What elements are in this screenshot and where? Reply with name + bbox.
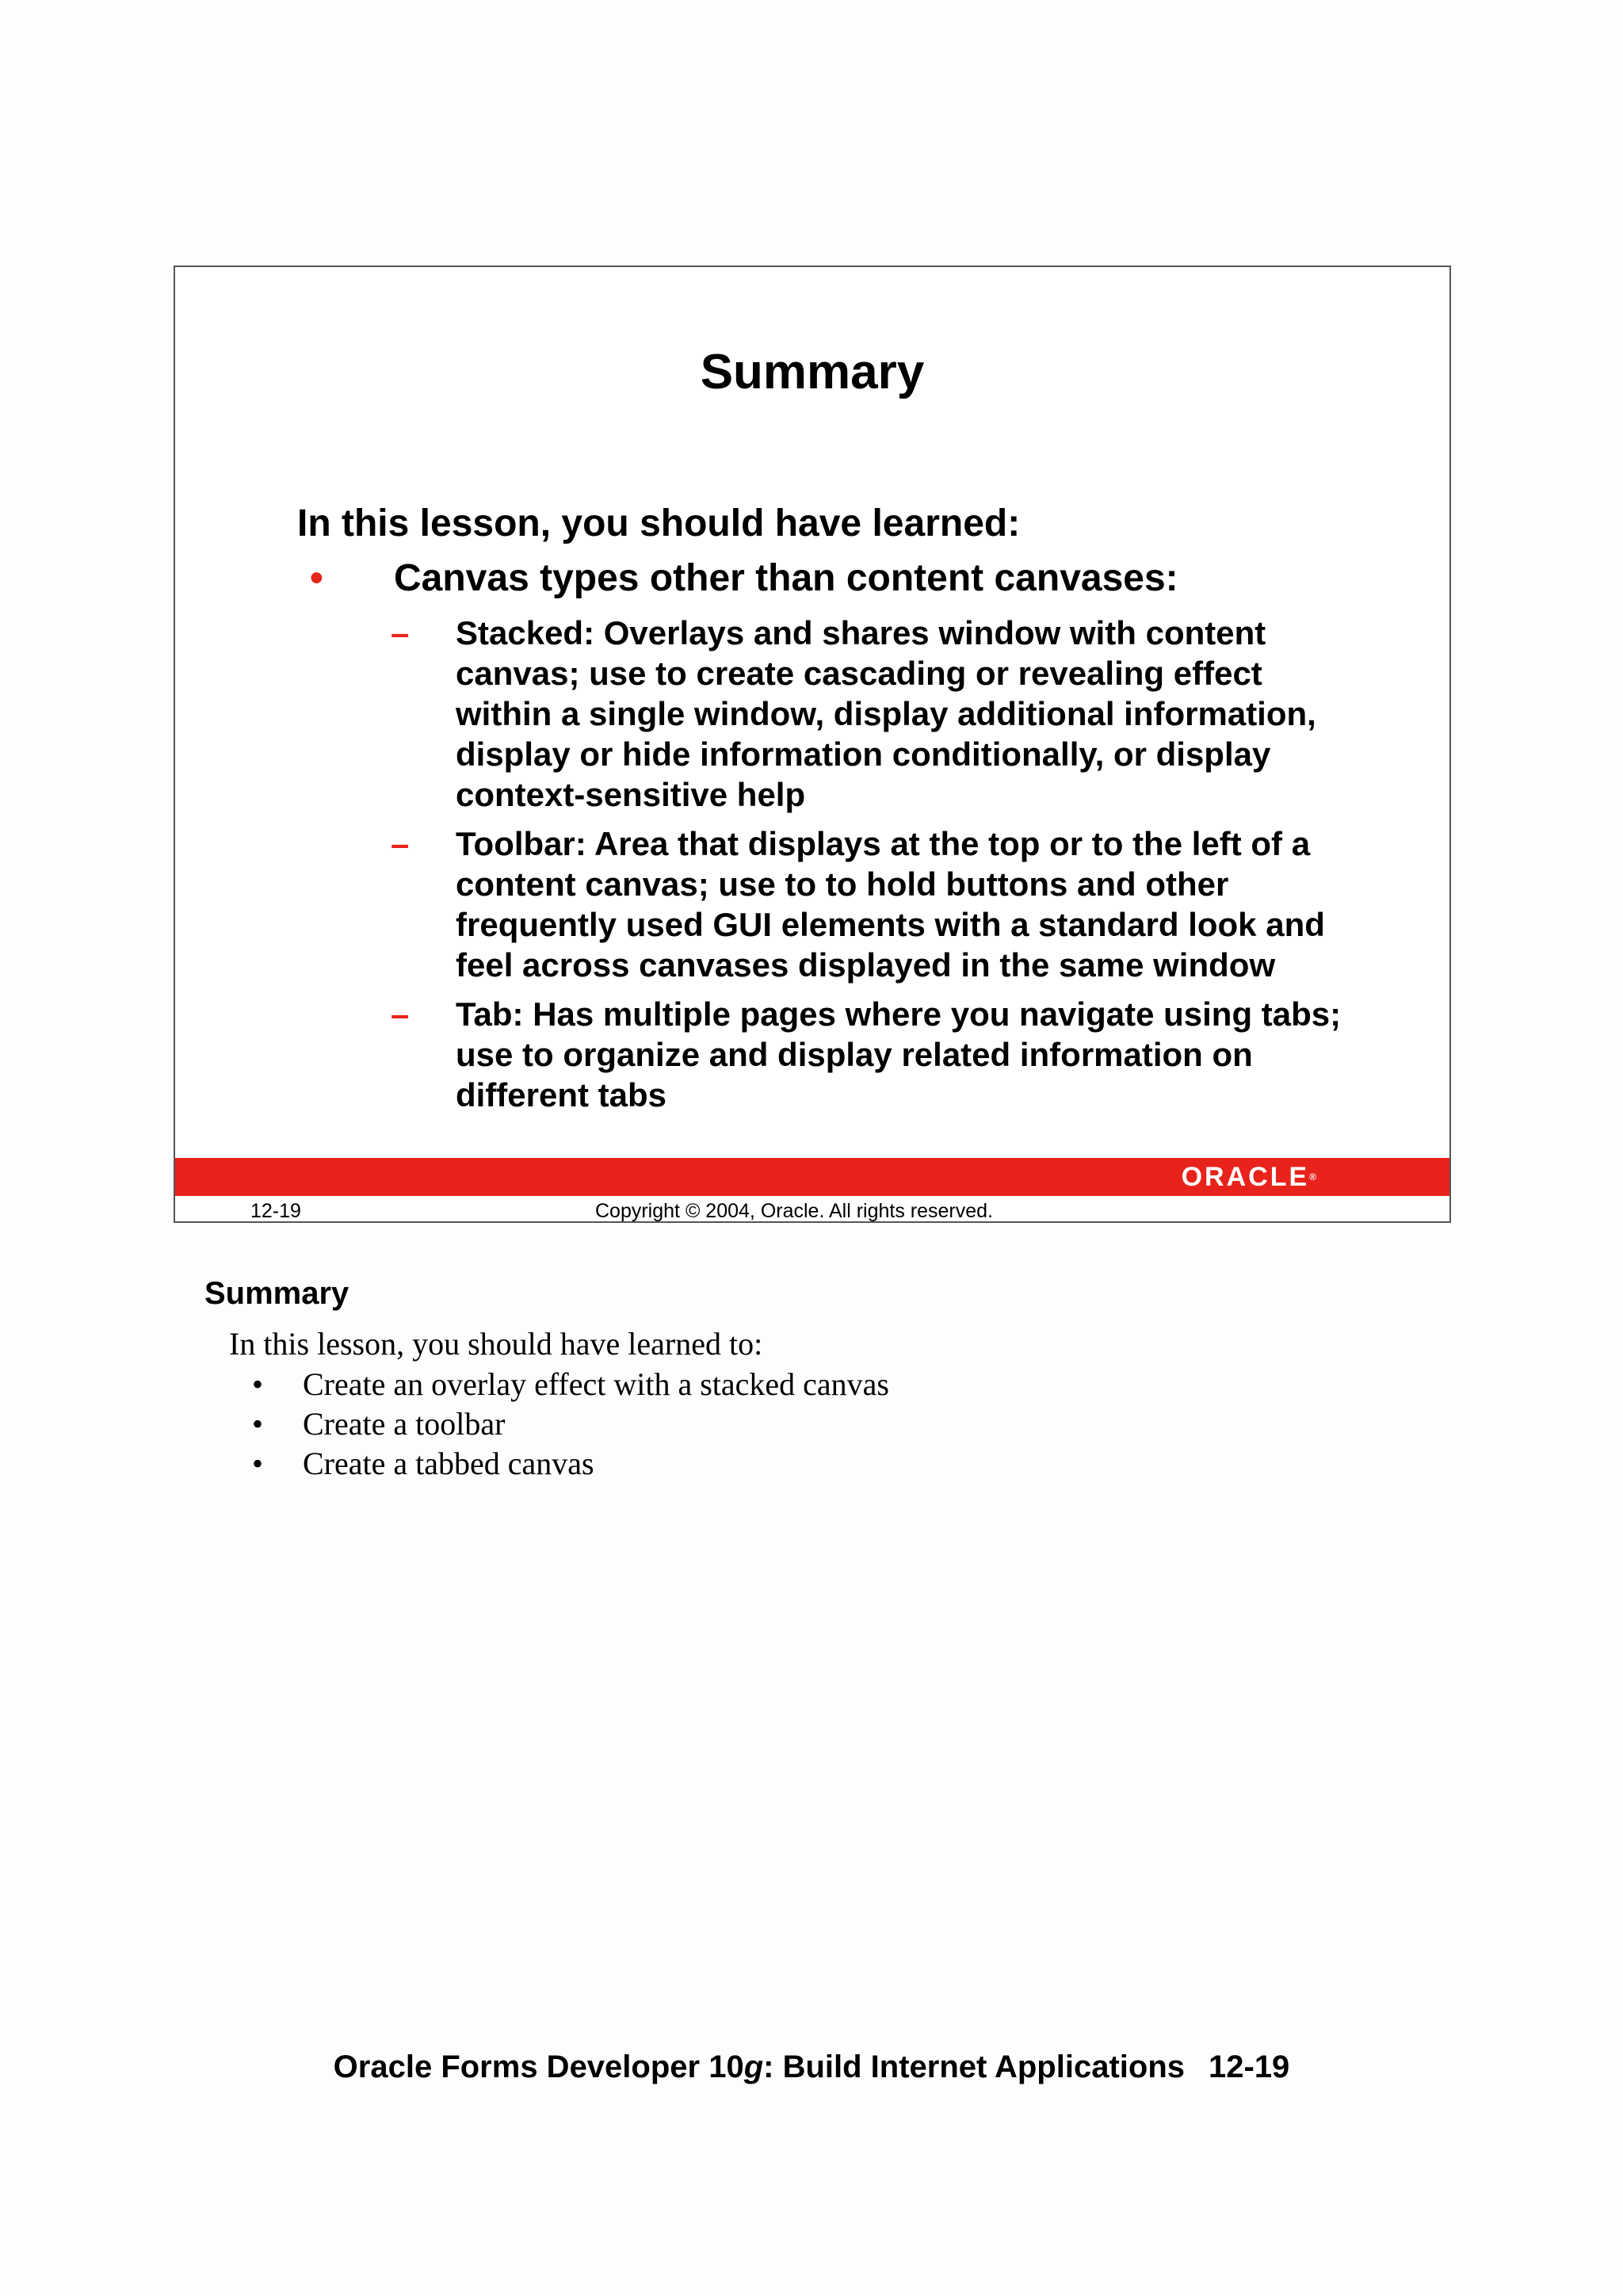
sub-item-text: Toolbar: Area that displays at the top or to the left of a content canvas; use to to hold buttons and other frequently used GUI elements with a standard look and feel across canvases displayed in the same window [456,825,1325,984]
notes-item-text: Create an overlay effect with a stacked canvas [303,1366,889,1402]
trademark-icon: ® [1309,1171,1316,1182]
sub-item-tab [391,994,1365,1115]
sub-item-text: Stacked: Overlays and shares window with content canvas; use to create cascading or revealing effect within a single window, display additional information, display or hide information conditionally, or display context-sensitive help [456,614,1316,813]
bullet-icon: • [252,1446,264,1481]
footer-course-italic: g [743,2050,764,2084]
dash-icon: – [391,995,410,1033]
oracle-logo [1182,1163,1316,1191]
slide-lead-text: In this lesson, you should have learned: [297,502,1021,544]
copyright-text: Copyright © 2004, Oracle. All rights reserved. [595,1200,993,1222]
page-footer [0,2048,1623,2086]
oracle-logo-text: ORACLE [1181,1162,1310,1192]
slide-title: Summary [700,345,925,399]
bullet-icon: • [252,1406,264,1442]
bullet-icon: • [252,1366,264,1402]
notes-item-text: Create a toolbar [303,1406,506,1442]
list-item [252,1444,889,1484]
footer-page-number: 12-19 [1209,2050,1290,2084]
slide-footer [175,1196,1449,1223]
dash-icon: – [391,614,410,651]
list-item [252,1365,889,1404]
oracle-red-bar [175,1158,1449,1196]
notes-list [252,1365,889,1484]
dash-icon: – [391,825,410,862]
slide-frame [174,266,1451,1223]
notes-lead-text: In this lesson, you should have learned to: [229,1326,763,1362]
sub-item-text: Tab: Has multiple pages where you navigate using tabs; use to organize and display related information on different tabs [456,995,1342,1114]
bullet-icon: • [310,557,323,599]
notes-item-text: Create a tabbed canvas [303,1446,594,1481]
notes-heading: Summary [204,1276,349,1311]
sub-item-toolbar [391,823,1365,985]
slide-bullet-text: Canvas types other than content canvases: [394,557,1178,599]
footer-course-suffix: : Build Internet Applications [763,2050,1185,2084]
sub-item-stacked [391,613,1365,815]
list-item [252,1404,889,1444]
footer-course-prefix: Oracle Forms Developer 10 [333,2050,744,2084]
slide-sub-list [391,613,1365,1124]
slide-number: 12-19 [250,1200,301,1222]
